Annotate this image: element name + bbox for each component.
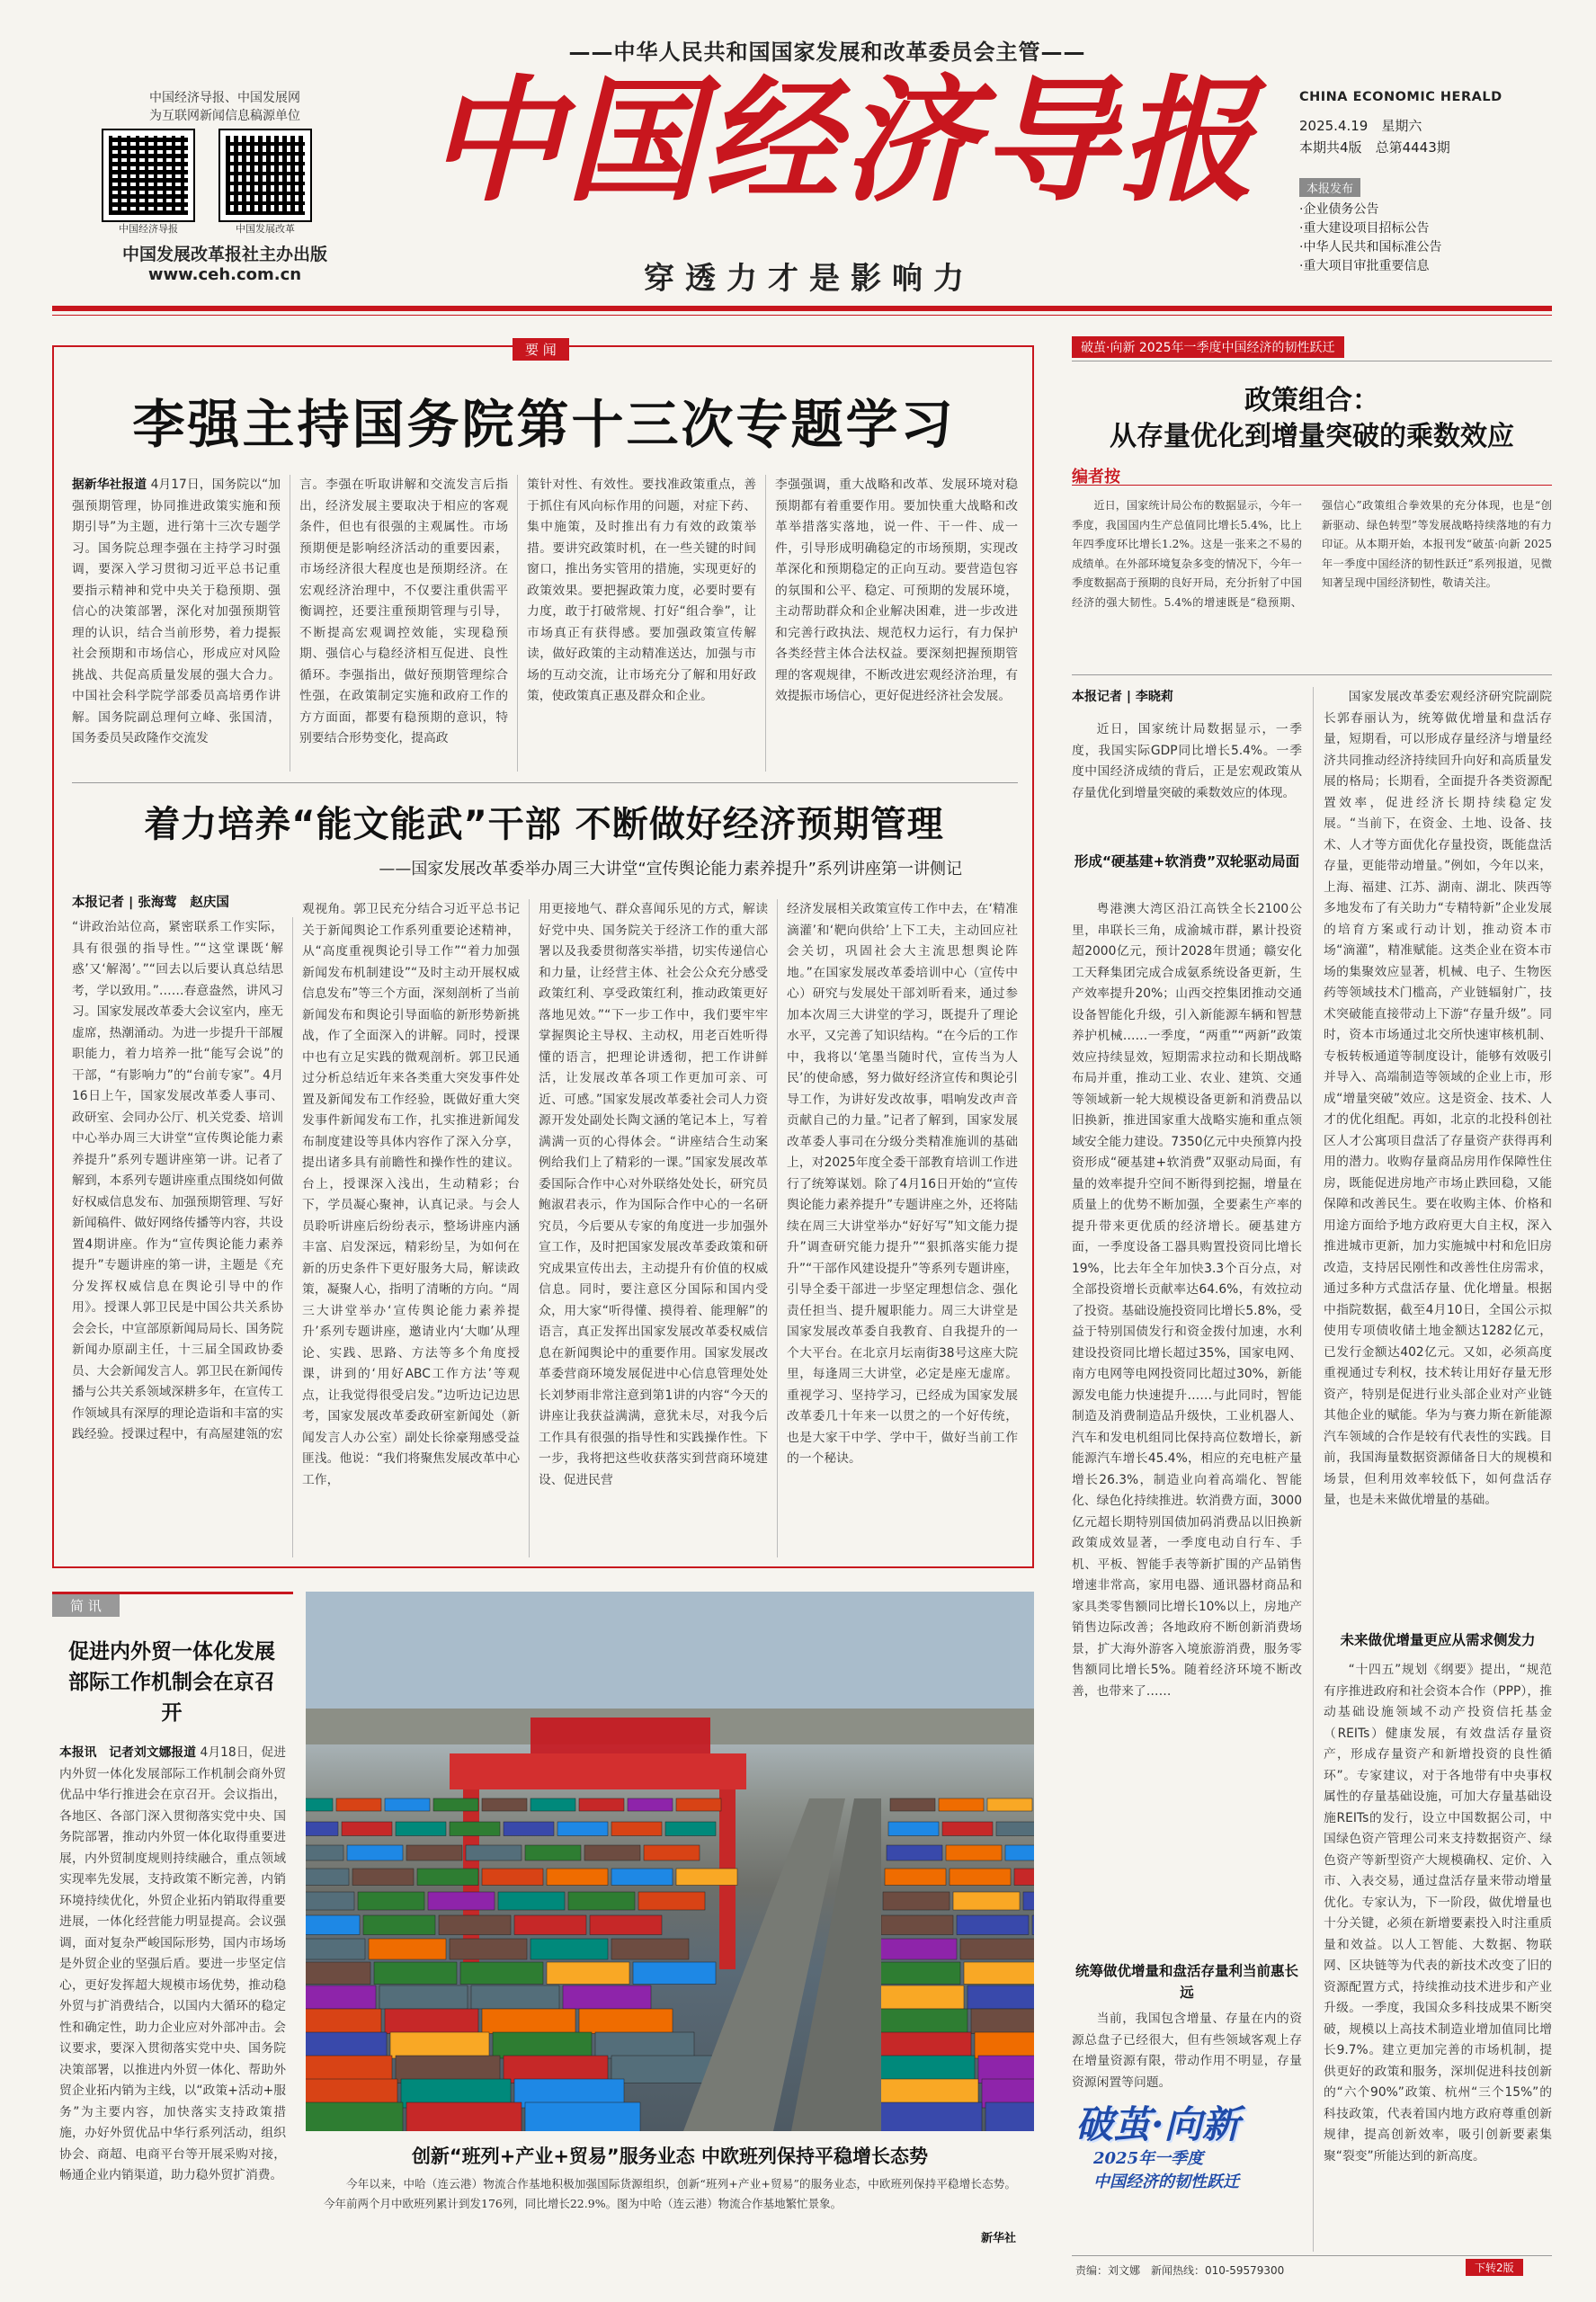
container-shape xyxy=(306,1869,349,1886)
container-shape xyxy=(676,1798,721,1811)
container-shape xyxy=(406,2102,522,2131)
container-shape xyxy=(883,1892,950,1910)
container-shape xyxy=(557,1822,608,1836)
container-shape xyxy=(363,1915,435,1935)
container-shape xyxy=(417,1869,478,1886)
container-shape xyxy=(676,1869,737,1886)
container-shape xyxy=(879,1939,957,1959)
container-shape xyxy=(306,1985,376,2009)
container-shape xyxy=(531,1939,608,1959)
container-shape xyxy=(584,1845,640,1860)
container-shape xyxy=(985,2102,1034,2131)
container-shape xyxy=(611,2056,716,2083)
container-shape xyxy=(471,1985,559,2009)
container-shape xyxy=(996,1822,1034,1836)
second-headline[interactable]: 着力培养“能文能武”干部 不断做好经济预期管理 xyxy=(144,804,944,845)
editor-note-label-row xyxy=(1072,464,1552,486)
container-shape xyxy=(881,1915,953,1935)
container-shape xyxy=(887,1845,942,1860)
container-shape xyxy=(531,1798,575,1811)
container-shape xyxy=(888,1822,939,1836)
container-shape xyxy=(1023,1892,1034,1910)
container-shape xyxy=(547,1962,629,1985)
container-shape xyxy=(369,1939,446,1959)
container-shape xyxy=(306,1915,360,1935)
container-shape xyxy=(450,1939,527,1959)
right-byline: 本报记者 | 李晓莉 xyxy=(1072,690,1173,704)
right-col1-body: 粤港澳大湾区沿江高铁全长2100公里，串联长三角，成渝城市群，累计投资超2000亿元，预计2028年贯通；赣安化工天释集团完成合成氨系统设备更新，生产效率提升20%；山西交控集团推动交通设备智能化升级，引入新能源车辆和智慧养护机械……一季度，“两重”“两新”政策效应持续显效，短期需求拉动和长期战略布局并重，推动工业、农业、建筑、交通等领域新一轮大规模设备更新和消费品以旧换新，推进国家重大战略实施和重点领域安全能力建设。7350亿元中央预算内投资形成“硬基建+软消费”双驱动局面，有量的效率提升空间不断得到挖掘，增量在质量上的优势不断加强，全要素生产率的提升带来更优质的经济增长。硬基建方面，一季度设备工器具购置投资同比增长19%，比去年全年加快3.3个百分点，对全部投资增长贡献率达64.6%，有效拉动了投资。基础设施投资同比增长5.8%，受益于特别国债发行和资金拨付加速，水利建设投资同比增长超过35%，国家电网、南方电网等电网投资同比超过30%，新能源发电能力快速提升……与此同时，智能制造及消费制造品升级快，工业机器人、汽车和发电机组同比保持高位数增长，新能源汽车增长45.4%，相应的充电桩产量增长26.3%，制造业向着高端化、智能化、绿色化持续推进。软消费方面，3000亿元超长期特别国债加码消费品以旧换新政策成效显著，一季度电动自行车、手机、平板、智能手表等新扩围的产品销售增速非常高，家用电器、通讯器材商品和家具类零售额同比增长10%以上，房地产销售边际改善；各地政府不断创新消费场景，扩大海外游客入境旅游消费，服务零售额同比增长5%。随着经济环境不断改善，也带来了…… xyxy=(1072,902,1302,1699)
container-shape xyxy=(374,1962,457,1985)
website[interactable]: www.ceh.com.cn xyxy=(147,265,302,284)
photo-caption-text: 今年以来，中哈（连云港）物流合作基地积极加强国际货源组织，创新“班列+产业+贸易”的服务业态，中欧班列保持平稳增长态势。今年前两个月中欧班列累计到发176列，同比增长22.9%。图为中哈（连云港）物流合作基地繁忙景象。 xyxy=(324,2177,1016,2210)
slogan: 穿透力才是影响力 xyxy=(644,261,975,297)
left-note-1: 中国经济导报、中国发展网 xyxy=(149,91,300,105)
container-shape xyxy=(644,1845,700,1860)
lead-col-1-text: 4月17日，国务院以“加强预期管理，协同推进政策实施和预期引导”为主题，进行第十三次专题学习。国务院总理李强在主持学习时强调，要深入学习贯彻习近平总书记重要指示精神和党中央关于稳预期、强信心的决策部署，深化对加强预期管理的认识，结合当前形势，着力提振社会预期和市场信心，形成应对风险挑战、共促高质量发展的强大合力。中国社会科学院学部委员高培勇作讲解。国务院副总理何立峰、张国清，国务委员吴政隆作交流发 xyxy=(72,477,281,745)
photo-credit: 新华社 xyxy=(980,2232,1016,2245)
container-shape xyxy=(547,1869,608,1886)
container-shape xyxy=(960,1939,1034,1959)
container-shape xyxy=(306,1962,370,1985)
badge-line-2: 2025年一季度 xyxy=(1093,2149,1204,2168)
masthead xyxy=(0,0,1596,315)
container-shape xyxy=(306,2102,403,2131)
english-name: CHINA ECONOMIC HERALD xyxy=(1299,90,1502,104)
container-shape xyxy=(876,1985,964,2009)
right-col1-tail: 当前，我国包含增量、存量在内的资源总盘子已经很大，但有些领域客观上存在增量资源有限，带动作用不明显，存量资源闲置等问题。 xyxy=(1072,2012,1302,2090)
container-shape xyxy=(466,1845,522,1860)
second-col-4: 经济发展相关政策宣传工作中去，在‘精准滴灌’和‘靶向供给’上下工夫，主动回应社会关切，巩固社会大主流思想舆论阵地。”在国家发展改革委培训中心（宣传中心）研究与发展处干部刘昕看来，通过参加本次周三大讲堂的学习，既提升了理论水平，又完善了知识结构。“在今后的工作中，我将以‘笔墨当随时代，宣传当为人民’的使命感，努力做好经济宣传和舆论引导工作，为讲好发改故事，唱响发改声音贡献自己的力量。”记者了解到，国家发展改革委人事司在分级分类精准施训的基础上，对2025年度全委干部教育培训工作进行了统筹谋划。除了4月16日开始的“宣传舆论能力素养提升”专题讲座之外，还将陆续在周三大讲堂举办“好好写”知文能力提升”调查研究能力提升”“狠抓落实能力提升”“干部作风建设提升”等系列专题讲座，引导全委干部进一步坚定理想信念、强化责任担当、提升履职能力。周三大讲堂是国家发展改革委自我教育、自我提升的一个大平台。在北京月坛南街38号这座大院里，每逢周三大讲堂，必定是座无虚席。重视学习、坚持学习，已经成为国家发展改革委几十年来一以贯之的一个好传统，也是大家干中学、学中干，做好当前工作的一个秘诀。 xyxy=(787,902,1018,1466)
supervisor-line: ——中华人民共和国国家发展和改革委员会主管—— xyxy=(568,40,1086,65)
container-shape xyxy=(579,2009,673,2034)
lead-col-1 xyxy=(72,475,281,772)
container-shape xyxy=(590,1915,662,1935)
editor-note-label: 编者按 xyxy=(1072,468,1120,486)
container-shape xyxy=(987,1798,1032,1811)
brief-byline: 本报讯 记者刘文娜报道 xyxy=(59,1745,197,1760)
series-badge xyxy=(1075,2104,1300,2230)
notice-item[interactable]: ·企业债务公告 xyxy=(1299,202,1379,217)
right-headline-2[interactable]: 从存量优化到增量突破的乘数效应 xyxy=(1110,421,1514,452)
lead-headline[interactable]: 李强主持国务院第十三次专题学习 xyxy=(132,394,956,455)
right-col2-tail: “十四五”规划《纲要》提出，“规范有序推进政府和社会资本合作（PPP），推动基础设施领域不动产投资信托基金（REITs）健康发展，有效盘活存量资产，形成存量资产和新增投资的良性循环”。专家建议，对于各地带有中央事权属性的存量基础设施，可加大存量基础设施REITs的发行，设立中国数据公司，中国绿色资产管理公司来支持数据资产、绿色资产等新型资产大规模确权、定价、入市、入表交易，通过盘活存量来带动增量优化。专家认为，下一阶段，做优增量也十分关键，必须在新增要素投入时注重质量和效益。以人工智能、大数据、物联网、区块链等为代表的新技术改变了旧的资源配置方式，持续推动技术进步和产业升级。一季度，我国众多科技成果不断突破，规模以上高技术制造业增加值同比增长9.7%。建立更加完善的市场机制，提供更好的政策和服务，深圳促进科技创新的“六个90%”政策、杭州“三个15%”的科技政策，代表着国内地方政府尊重创新规律，提高创新效率，吸引创新要素集聚“裂变”所能达到的新高度。 xyxy=(1324,1663,1552,2164)
container-shape xyxy=(946,1845,1002,1860)
second-col-3: 用更接地气、群众喜闻乐见的方式，解读好党中央、国务院关于经济工作的重大部署以及我委贯彻落实举措，切实传递信心和力量，让经营主体、社会公众充分感受政策红利、享受政策红利，推动政策更好落地见效。”“下一步工作中，我们要牢牢掌握舆论主导权、主动权，用老百姓听得懂的语言，把理论讲透彻，把工作讲鲜活，让发展改革各项工作更加可亲、可近、可感。”国家发展改革委社会司人力资源开发处副处长陶文涵的笔记本上，写着满满一页的心得体会。“讲座结合生动案例给我们上了精彩的一课。”国家发展改革委国际合作中心对外联络处处长，研究员鲍淑君表示，作为国际合作中心的一名研究员，今后要从专家的角度进一步加强外宣工作，及时把国家发展改革委政策和研究成果宣传出去，主动提升有价值的权威信息。同时，要注意区分国际和国内受众，用大家“听得懂、摸得着、能理解”的语言，真正发挥出国家发展改革委权威信息在新闻舆论中的重要作用。国家发展改革委营商环境发展促进中心信息管理处处长刘梦雨非常注意到第1讲的内容“今天的讲座让我获益满满，意犹未尽，对我今后工作具有很强的指导性和实践操作性。下一步，我将把这些收获落实到营商环境建设、促进民营 xyxy=(539,902,768,1487)
container-shape xyxy=(358,1892,424,1910)
notice-item[interactable]: ·重大建设项目招标公告 xyxy=(1299,221,1430,236)
container-shape xyxy=(885,1869,946,1886)
container-shape xyxy=(525,2102,640,2131)
container-shape xyxy=(390,2032,489,2058)
container-shape xyxy=(385,2009,478,2034)
masthead-rule-thin xyxy=(52,315,1552,316)
lead-col-4: 李强强调，重大战略和改革、发展环境对稳预期都有着重要作用。要加快重大战略和改革举措落实落地，说一件、干一件、成一件，引导形成明确稳定的市场预期，实现改革深化和预期稳定的正向互动。要营造包容的氛围和公平、稳定、可预期的发展环境，主动帮助群众和企业解决困难，进一步改进和完善行政执法、规范权力运行，有力保护各类经营主体合法权益。要深刻把握预期管理的客观规律，不断改进宏观经济治理，有效提振市场信心，更好促进经济社会发展。 xyxy=(775,477,1018,703)
badge-line-3: 中国经济的韧性跃迁 xyxy=(1093,2173,1239,2191)
container-shape xyxy=(975,2032,1034,2058)
second-col-1: “讲政治站位高，紧密联系工作实际，具有很强的指导性。”“这堂课既‘解惑’又‘解渴’。”“回去以后要认真总结思考，学以致用。”……春意盎然，讲风习习。国家发展改革委大会议室内，座无虚席，热潮涌动。为进一步提升干部履职能力，着力培养一批“能写会说”的干部，“有影响力”的“台前专家”。4月16日上午，国家发展改革委人事司、政研室、会同办公厅、机关党委、培训中心举办周三大讲堂“宣传舆论能力素养提升”系列专题讲座第一讲。记者了解到，本系列专题讲座重点围绕如何做好权威信息发布、加强预期管理、写好新闻稿件、做好网络传播等内容，共设置4期讲座。作为“宣传舆论能力素养提升”专题讲座的第一讲，主题是《充分发挥权威信息在舆论引导中的作用》。授课人郭卫民是中国公共关系协会会长，中宣部原新闻局局长、国务院新闻办原副主任，十三届全国政协委员、大会新闻发言人。郭卫民在新闻传播与公共关系领域深耕多年，在宣传工作领域具有深厚的理论造诣和丰富的实践经验。授课过程中，有高屋建瓴的宏 xyxy=(72,920,283,1441)
masthead-rule xyxy=(52,306,1552,311)
container-shape xyxy=(525,1845,581,1860)
issue-count-row xyxy=(1299,137,1515,158)
lead-byline: 据新华社报道 xyxy=(72,477,147,492)
page-count: 本期共4版 xyxy=(1299,139,1362,156)
container-shape xyxy=(306,1798,333,1811)
container-shape xyxy=(482,1798,527,1811)
right-headline-1[interactable]: 政策组合： xyxy=(1244,385,1379,416)
notice-list xyxy=(1299,201,1533,276)
container-shape xyxy=(352,1869,414,1886)
qr-label-1: 中国经济导报 xyxy=(119,223,178,235)
weekday: 星期六 xyxy=(1381,118,1422,134)
container-shape xyxy=(890,1798,935,1811)
right-sub-2: 统筹做优增量和盘活存量利当前惠长远 xyxy=(1074,1963,1298,2001)
container-shape xyxy=(939,1798,984,1811)
container-shape xyxy=(379,1985,468,2009)
container-shape xyxy=(482,2009,575,2034)
container-shape xyxy=(504,1822,554,1836)
container-shape xyxy=(568,1892,635,1910)
right-section-tag: 破茧·向新 2025年一季度中国经济的韧性跃迁 xyxy=(1072,336,1344,358)
badge-line-1: 破茧·向新 xyxy=(1075,2102,1240,2146)
right-sub-3: 未来做优增量更应从需求侧发力 xyxy=(1340,1632,1536,1648)
editor-note: 近日，国家统计局公布的数据显示，今年一季度，我国国内生产总值同比增长5.4%，比上年四季度环比增长1.2%。这是一张来之不易的成绩单。在外部环境复杂多变的情况下，今年一季度数据高于预期的良好开局，充分折射了中国经济的强大韧性。5.4%的增速既是“稳预期、强信心”政策组合拳效果的充分体现，也是“创新驱动、绿色转型”等发展战略持续落地的有力印证。从本期开始，本报刊发“破茧·向新 2025年一季度中国经济的韧性跃迁”系列报道，见微知著呈现中国经济韧性，敬请关注。 xyxy=(1072,499,1552,609)
brief-text: 4月18日，促进内外贸一体化发展部际工作机制会商外贸优品中华行推进会在京召开。会议指出，各地区、各部门深入贯彻落实党中央、国务院部署，推动内外贸一体化取得重要进展，内外贸制度规则持续融合，重点领域实现率先发展，支持政策不断完善，内销环境持续优化，外贸企业拓内销取得重要进展，一体化经营能力明显提高。会议强调，面对复杂严峻国际形势，国内市场场是外贸企业的坚强后盾。要进一步坚定信心，更好发挥超大规模市场优势，推动稳外贸与扩消费结合，以国内大循环的稳定性和确定性，助力企业应对外部冲击。会议要求，要深入贯彻落实党中央、国务院决策部署，以推进内外贸一体化、帮助外贸企业拓内销为主线，以“政策+活动+服务”为主要内容，加快落实支持政策措施，办好外贸优品中华行系列活动，组织协会、商超、电商平台等开展采购对接，畅通企业内销渠道，助力稳外贸扩消费。 xyxy=(59,1745,286,2182)
notice-box xyxy=(1299,178,1533,276)
second-subtitle: ——国家发展改革委举办周三大讲堂“宣传舆论能力素养提升”系列讲座第一讲侧记 xyxy=(379,860,962,879)
container-shape xyxy=(563,1985,651,2009)
lead-col-3: 策针对性、有效性。要找准政策重点，善于抓住有风向标作用的问题，对症下药、集中施策，及时推出有力有效的政策举措。要讲究政策时机，在一些关键的时间窗口，推出务实管用的措施，实现更好的政策效果。要把握政策力度，必要时要有力度，敢于打破常规、打好“组合拳”，让市场真正有获得感。要加强政策宣传解读，做好政策的主动精准送达，加强与市场的互动交流，让市场充分了解和用好政策，使政策真正惠及群众和企业。 xyxy=(527,477,756,703)
second-col-divider-1 xyxy=(292,917,293,1557)
container-shape xyxy=(953,1892,1020,1910)
container-shape xyxy=(1005,1845,1034,1860)
container-shape xyxy=(878,1962,960,1985)
container-shape xyxy=(460,1962,543,1985)
container-shape xyxy=(957,1915,1029,1935)
container-shape xyxy=(628,1798,673,1811)
container-shape xyxy=(306,1822,338,1836)
second-col-divider-2 xyxy=(529,899,530,1557)
container-shape xyxy=(950,1869,1011,1886)
publisher: 中国发展改革报社主办出版 xyxy=(121,245,327,264)
container-shape xyxy=(439,1915,511,1935)
right-sub-1: 形成“硬基建+软消费”双轮驱动局面 xyxy=(1074,853,1300,870)
brief-headline[interactable]: 促进内外贸一体化发展部际工作机制会在京召开 xyxy=(68,1640,275,1725)
container-shape xyxy=(1032,1915,1034,1935)
lead-section-tag: 要 闻 xyxy=(513,338,569,361)
container-shape xyxy=(433,1798,478,1811)
right-col2-body: 国家发展改革委宏观经济研究院副院长郭春丽认为，统筹做优增量和盘活存量，短期看，可以形成存量经济与增量经济共同推动经济持续回升向好和高质量发展的格局；长期看，全面提升各类资源配置效率，促进经济长期持续稳定发展。“当前下，在资金、土地、设备、技术、人才等方面优化存量投资，既能盘活存量，更能带动增量。”例如，今年以来，上海、福建、江苏、湖南、湖北、陕西等多地发布了有关助力“专精特新”企业发展的培育方案或行动计划，推动资本市场“滴灌”，精准赋能。这类企业在资本市场的集聚效应显著，机械、电子、生物医药等领域技术门槛高，产业链辐射广，技术突破能直接带动上下游“存量升级”。同时，资本市场通过北交所快速审核机制、专板转板通道等制度设计，能够有效吸引并导入、高端制造等领域的企业上市，形成“增量突破”效应。这是资金、技术、人才的优化组配。再如，北京的北投科创社区人才公寓项目盘活了存量资产获得再利用的潜力。收购存量商品房用作保障性住房，既能促进房地产市场止跌回稳，又能保障和改善民生。要在收购主体、价格和用途方面给予地方政府更大自主权，深入推进城市更新，加力实施城中村和危旧房改造，支持居民刚性和改善性住房需求，通过多种方式盘活存量、优化增量。根据中指院数据，截至4月10日，全国公示拟使用专项债收储土地金额达1282亿元，已发行金额达402亿元。又如，必须高度重视通过专利权，技术转让用好存量无形资产，特别是促进行业头部企业对产业链其他企业的赋能。华为与赛力斯在新能源汽车领域的合作是较有代表性的实践。目前，我国海量数据资源储备日大的规模和场景，但利用效率较低下，如何盘活存量，也是未来做优增量的基础。 xyxy=(1324,690,1552,1507)
container-shape xyxy=(306,1892,354,1910)
container-shape xyxy=(579,1798,624,1811)
photo-caption-title: 创新“班列+产业+贸易”服务业态 中欧班列保持平稳增长态势 xyxy=(411,2146,929,2167)
container-shape xyxy=(942,1822,993,1836)
container-shape xyxy=(342,1822,392,1836)
container-shape xyxy=(428,1892,495,1910)
lead-col-divider-3 xyxy=(765,475,766,772)
second-col-2: 观视角。郭卫民充分结合习近平总书记关于新闻舆论工作系列重要论述精神，从“高度重视舆论引导工作”“着力加强新闻发布机制建设”“及时主动开展权威信息发布”等三个方面，深刻剖析了当前新闻发布和舆论引导面临的新形势新挑战，作了全面深入的讲解。同时，授课中也有立足实践的微观剖析。郭卫民通过分析总结近年来各类重大突发事件处置及新闻发布工作经验，既做好重大突发事件新闻发布工作，扎实推进新闻发布制度建设等具体内容作了深入分享，提出诸多具有前瞻性和操作性的建议。台上，授课深入浅出，生动精彩；台下，学员凝心聚神，认真记录。与会人员聆听讲座后纷纷表示，整场讲座内涵丰富、启发深远，精彩纷呈，为如何在新的历史条件下更好服务大局，解读政策，凝聚人心，指明了清晰的方向。“周三大讲堂举办‘宣传舆论能力素养提升’系列专题讲座，邀请业内‘大咖’从理论、实践、思路、方法等多个角度授课，讲到的‘用好ABC工作方法’等观点，让我觉得很受启发。”边听边记边思考，国家发展改革委政研室新闻处（新闻发言人办公室）副处长徐豪翔感受益匪浅。他说：“我们将聚焦发展改革中心工作， xyxy=(302,902,520,1487)
container-shape xyxy=(493,2032,592,2058)
footer-editor: 责编：刘文娜 新闻热线：010-59579300 xyxy=(1075,2264,1285,2277)
container-shape xyxy=(611,1869,673,1886)
editor-note-bottom-rule xyxy=(1072,674,1552,675)
container-shape xyxy=(611,1822,662,1836)
container-shape xyxy=(406,1845,462,1860)
continue-label[interactable]: 下转2版 xyxy=(1466,2259,1523,2276)
container-shape xyxy=(482,1869,543,1886)
container-shape xyxy=(498,1892,565,1910)
container-shape xyxy=(665,1822,716,1836)
container-shape xyxy=(306,2032,387,2058)
notice-item[interactable]: ·重大项目审批重要信息 xyxy=(1299,259,1430,273)
lead-col-divider-2 xyxy=(517,475,518,772)
qr-code-2[interactable] xyxy=(220,130,310,220)
issue-date-row xyxy=(1299,115,1515,137)
qr-label-2: 中国发展改革 xyxy=(236,223,295,235)
container-shape xyxy=(638,1892,705,1910)
train-photo[interactable] xyxy=(306,1592,1034,2131)
footer-rule xyxy=(1072,2255,1552,2256)
notice-label: 本报发布 xyxy=(1299,178,1360,197)
container-shape xyxy=(595,2032,694,2058)
container-shape xyxy=(872,2032,971,2058)
container-shape xyxy=(874,2009,967,2034)
right-col1-intro: 近日，国家统计局数据显示，一季度，我国实际GDP同比增长5.4%。一季度中国经济成绩的背后，正是宏观政策从存量优化到增量突破的乘数效应的体现。 xyxy=(1072,722,1302,800)
container-shape xyxy=(971,2009,1034,2034)
newspaper-title: 中国经济导报 xyxy=(427,62,1259,220)
container-shape xyxy=(450,1822,500,1836)
issue-info xyxy=(1299,86,1515,158)
container-shape xyxy=(347,1845,403,1860)
brief-body xyxy=(59,1743,286,2273)
qr-code-1[interactable] xyxy=(103,130,193,220)
container-shape xyxy=(867,2102,982,2131)
lead-col-2: 言。李强在听取讲解和交流发言后指出，经济发展主要取决于相应的客观条件，但也有很强的主观属性。市场预期便是影响经济活动的重要因素，市场经济很大程度也是预期经济。在宏观经济治理中，不仅要注重供需平衡调控，还要注重预期管理与引导，不断提高宏观调控效能，实现稳预期、强信心与稳经济相互促进、良性循环。李强指出，做好预期管理综合性强，在政策制定实施和政府工作的方方面面，都要有稳预期的意识，特别要结合形势变化，提高政 xyxy=(299,477,508,745)
lead-divider xyxy=(72,782,1018,783)
right-col-divider xyxy=(1313,687,1314,2252)
second-byline: 本报记者 | 张海莺 赵庆国 xyxy=(72,896,229,910)
container-shape xyxy=(514,1915,586,1935)
container-shape xyxy=(385,1798,430,1811)
brief-tag: 简 讯 xyxy=(52,1594,120,1617)
container-shape xyxy=(336,1798,381,1811)
container-shape xyxy=(964,1962,1034,1985)
container-shape xyxy=(1014,1869,1034,1886)
left-note-2: 为互联网新闻信息稿源单位 xyxy=(149,109,300,123)
container-shape xyxy=(396,1822,446,1836)
issue-date: 2025.4.19 xyxy=(1299,118,1369,134)
container-shape xyxy=(306,1939,365,1959)
container-shape xyxy=(306,2009,381,2034)
container-yard-illustration xyxy=(306,1592,1034,2131)
notice-item[interactable]: ·中华人民共和国标准公告 xyxy=(1299,240,1442,254)
container-shape xyxy=(633,1962,716,1985)
container-shape xyxy=(611,1939,689,1959)
container-shape xyxy=(967,1985,1034,2009)
second-col-divider-3 xyxy=(777,899,778,1557)
container-shape xyxy=(306,1845,343,1860)
issue-number: 总第4443期 xyxy=(1375,139,1450,156)
